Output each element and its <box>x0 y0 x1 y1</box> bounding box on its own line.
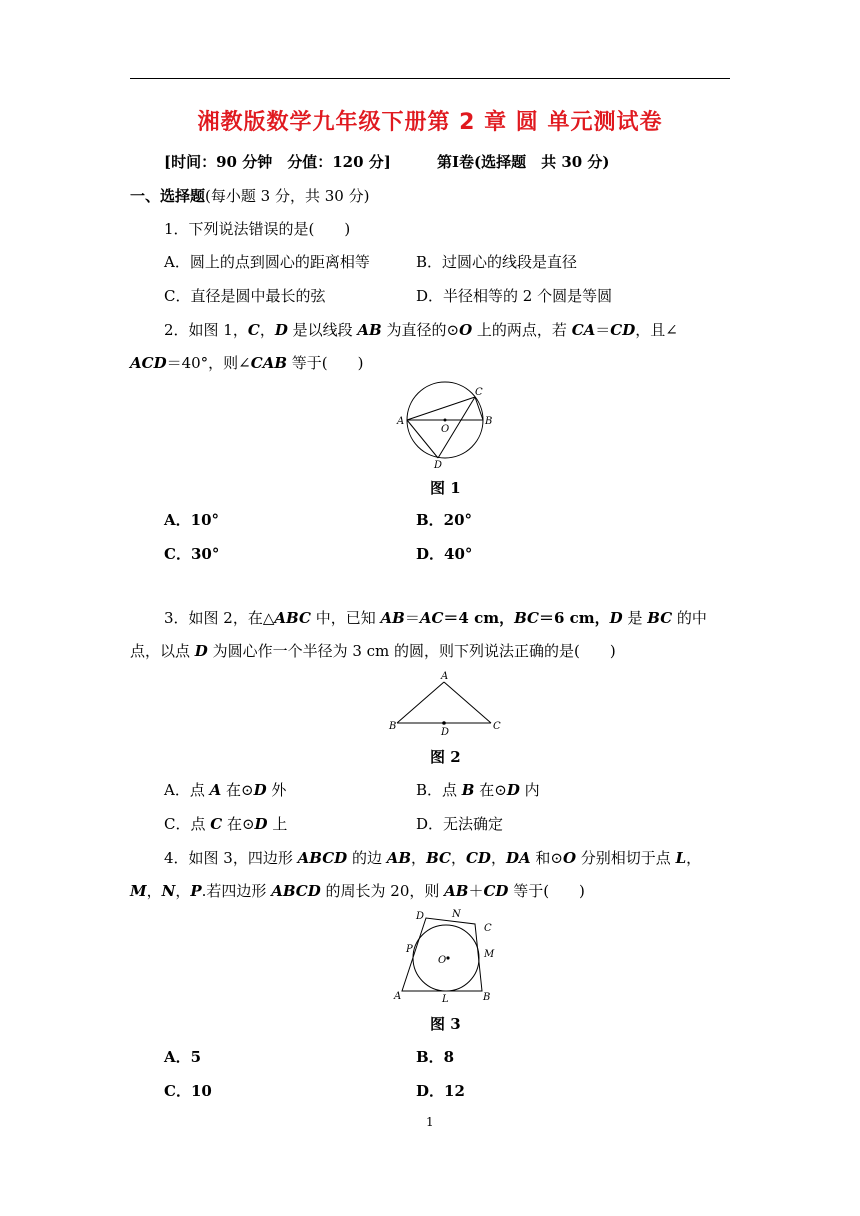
q1-option-d: D．半径相等的 2 个圆是等圆 <box>416 287 613 305</box>
q2-option-d: D．40° <box>416 545 473 563</box>
q1-option-a: A．圆上的点到圆心的距离相等 <box>164 253 370 271</box>
svg-text:A: A <box>441 671 449 682</box>
svg-text:M: M <box>484 949 495 960</box>
svg-text:C: C <box>475 387 483 398</box>
q4-option-a: A．5 <box>164 1048 202 1066</box>
header-rule <box>130 78 730 79</box>
page-number: 1 <box>426 1115 434 1129</box>
q3-option-b: B．点 B 在⊙D 内 <box>416 781 540 799</box>
q4-stem-line2: M，N，P.若四边形 ABCD 的周长为 20，则 AB＋CD 等于( ) <box>130 882 585 900</box>
svg-text:O: O <box>438 955 447 966</box>
svg-text:A: A <box>397 416 405 427</box>
q4-option-c: C．10 <box>164 1082 212 1100</box>
section-title: 一、选择题 <box>130 187 206 205</box>
q4-option-d: D．12 <box>416 1082 465 1100</box>
svg-text:L: L <box>442 994 449 1005</box>
figure-3-caption: 图 3 <box>430 1015 461 1033</box>
svg-text:A: A <box>394 991 402 1002</box>
figure-2-caption: 图 2 <box>430 748 461 766</box>
figure-1-caption: 图 1 <box>430 479 461 497</box>
q3-stem-line2: 点，以点 D 为圆心作一个半径为 3 cm 的圆，则下列说法正确的是( ) <box>130 642 616 660</box>
figure-3-quadrilateral <box>390 905 500 1007</box>
svg-text:B: B <box>389 721 397 732</box>
q1-stem: 1．下列说法错误的是( ) <box>164 220 351 238</box>
svg-text:D: D <box>441 727 450 738</box>
q2-stem-line2: ACD＝40°，则∠CAB 等于( ) <box>130 354 364 372</box>
q2-option-c: C．30° <box>164 545 220 563</box>
svg-text:B: B <box>485 416 493 427</box>
svg-text:D: D <box>434 460 443 471</box>
svg-text:N: N <box>452 909 461 920</box>
svg-text:D: D <box>416 911 425 922</box>
svg-text:O: O <box>441 424 450 435</box>
svg-text:P: P <box>406 944 413 955</box>
q4-stem-line1: 4．如图 3，四边形 ABCD 的边 AB，BC，CD，DA 和⊙O 分别相切于点 L， <box>164 849 702 867</box>
section-note: (每小题 3 分，共 30 分) <box>205 187 370 205</box>
q2-option-b: B．20° <box>416 511 473 529</box>
svg-text:B: B <box>483 992 491 1003</box>
q3-stem-line1: 3．如图 2，在△ABC 中，已知 AB＝AC＝4 cm，BC＝6 cm，D 是 BC 的中 <box>164 609 707 627</box>
q3-option-c: C．点 C 在⊙D 上 <box>164 815 288 833</box>
svg-text:C: C <box>493 721 501 732</box>
q3-option-d: D．无法确定 <box>416 815 504 833</box>
q2-stem-line1: 2．如图 1，C，D 是以线段 AB 为直径的⊙O 上的两点，若 CA＝CD，且∠ <box>164 321 678 339</box>
figure-2-triangle <box>385 668 505 740</box>
q1-option-c: C．直径是圆中最长的弦 <box>164 287 326 305</box>
document-title: 湘教版数学九年级下册第 2 章 圆 单元测试卷 <box>197 110 663 135</box>
q4-option-b: B．8 <box>416 1048 455 1066</box>
q1-option-b: B．过圆心的线段是直径 <box>416 253 578 271</box>
svg-text:C: C <box>484 923 492 934</box>
section-heading <box>130 186 369 206</box>
q2-option-a: A．10° <box>164 511 220 529</box>
figure-1-circle <box>395 380 500 472</box>
volume-heading: 第Ⅰ卷(选择题 共 30 分) <box>437 153 610 171</box>
q3-option-a: A．点 A 在⊙D 外 <box>164 781 287 799</box>
exam-info: [时间：90 分钟 分值：120 分] <box>164 153 391 171</box>
